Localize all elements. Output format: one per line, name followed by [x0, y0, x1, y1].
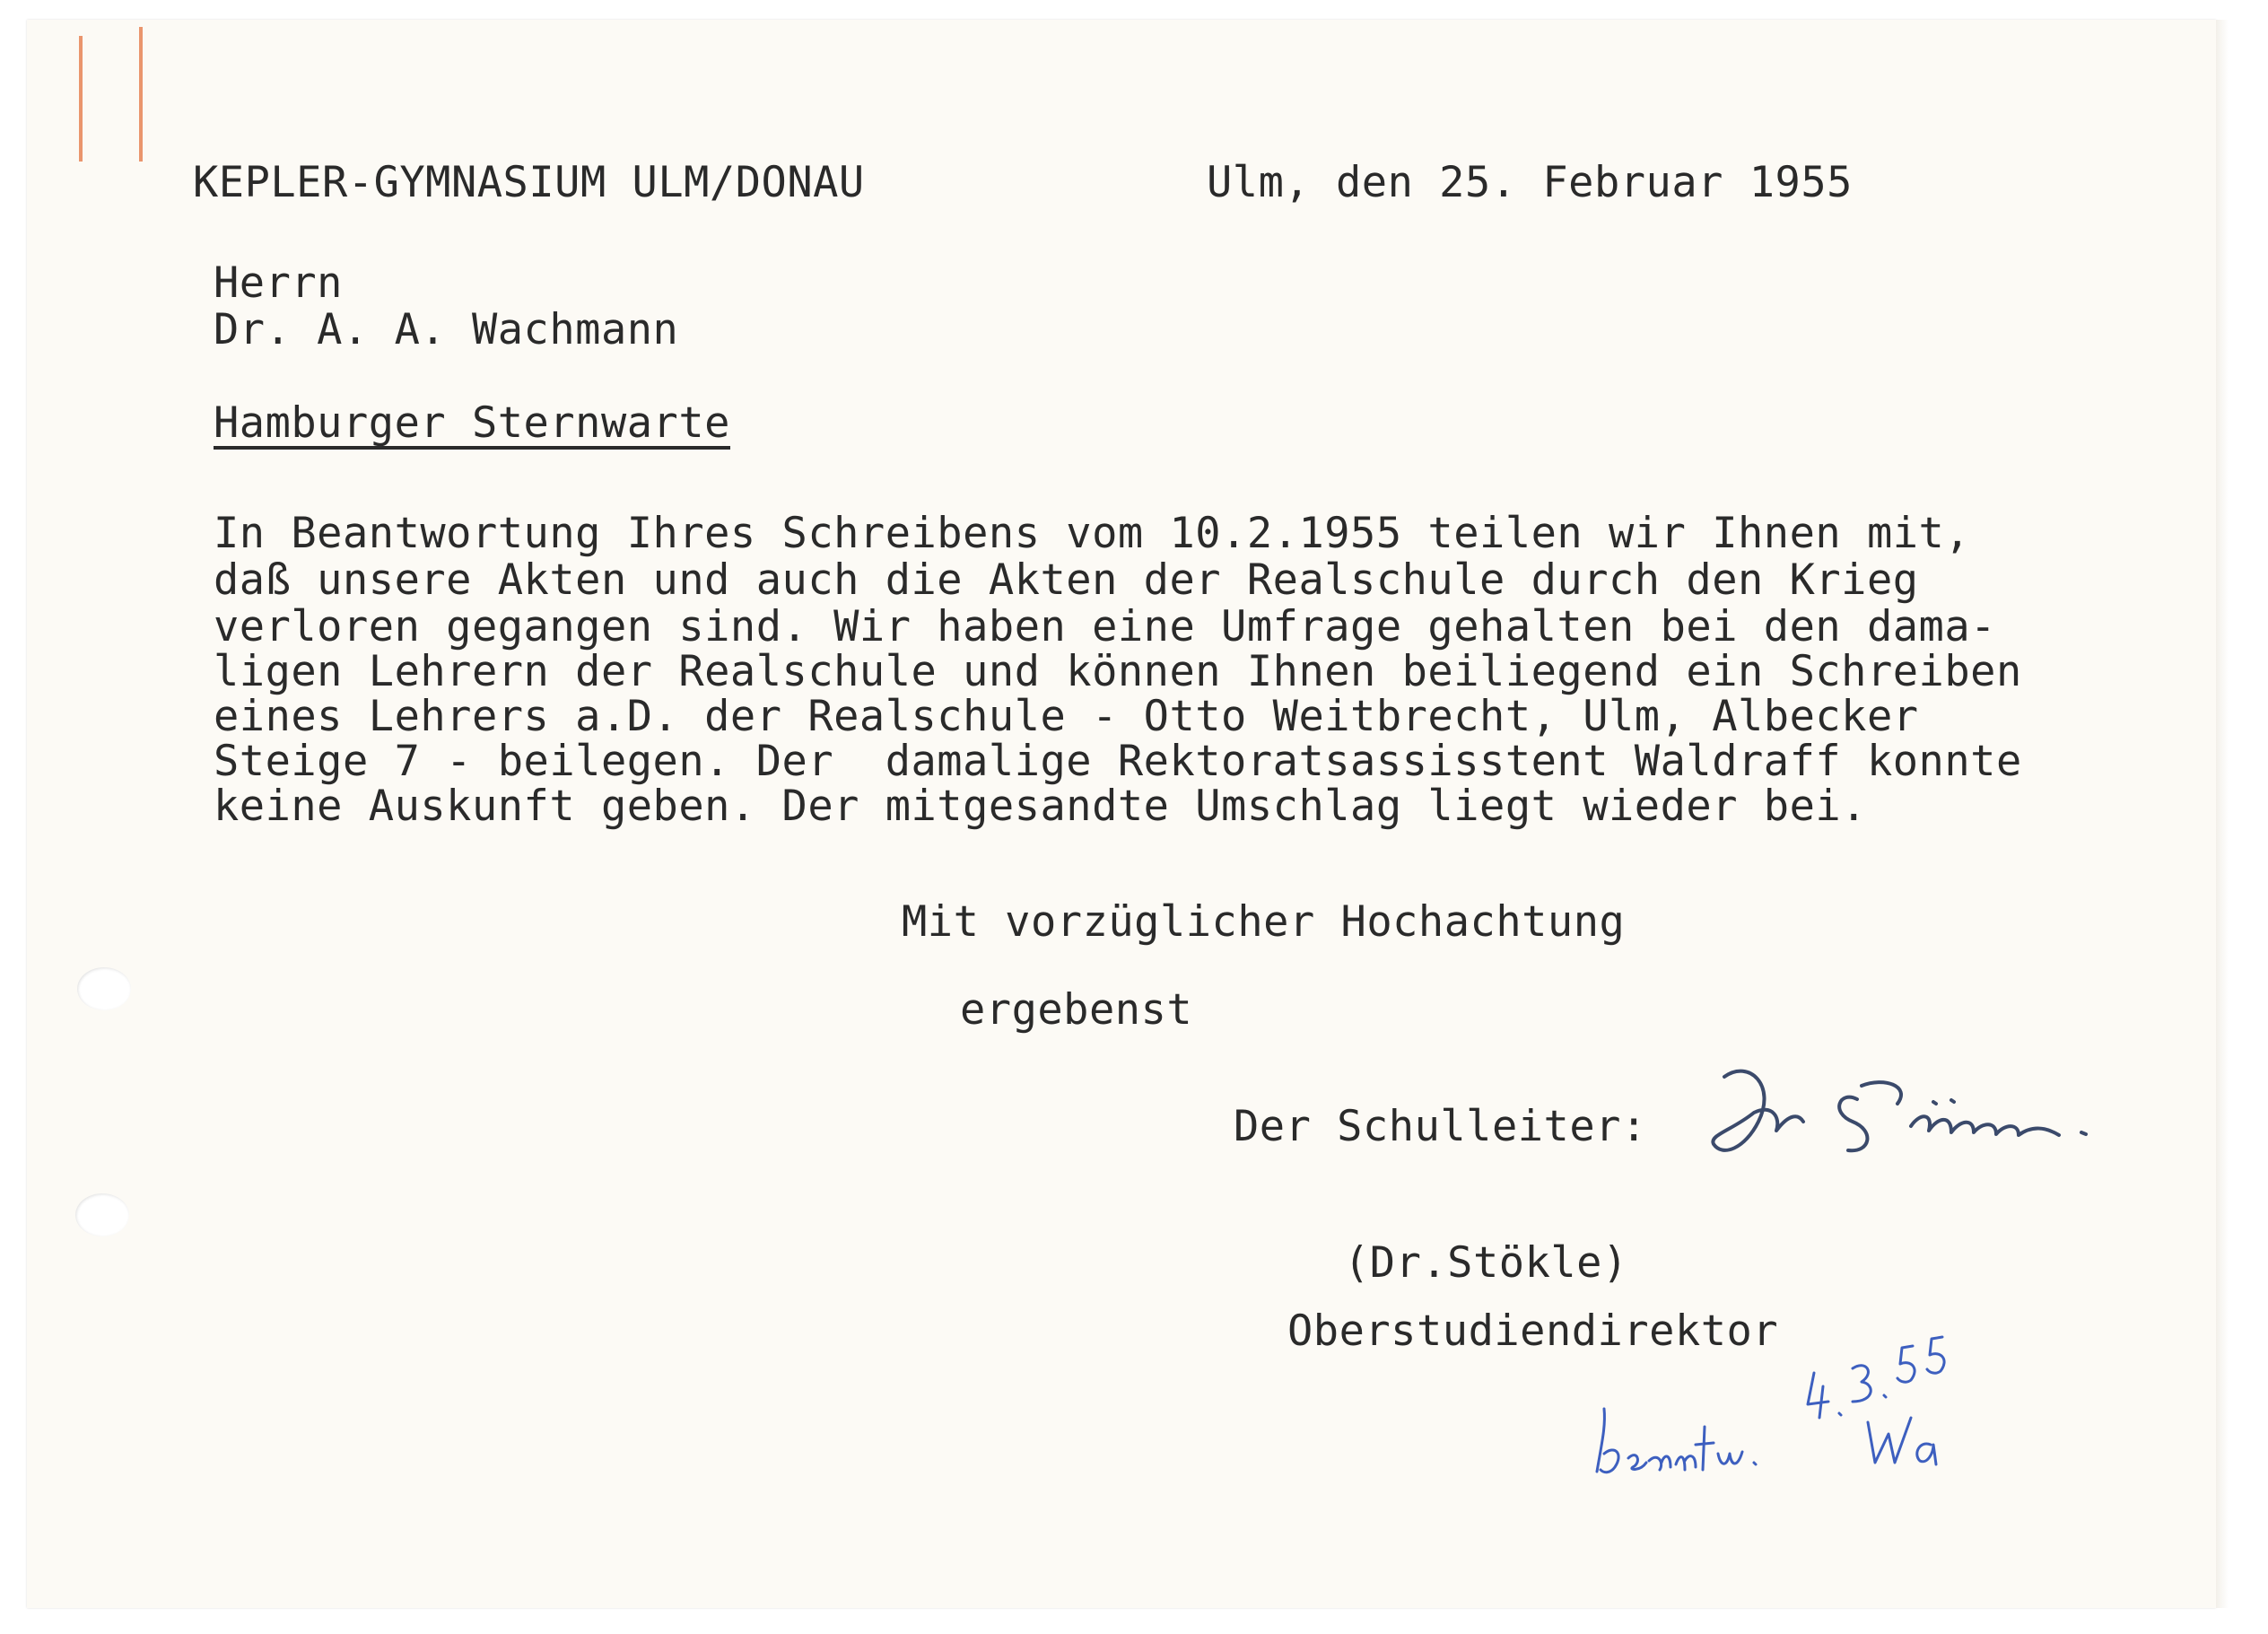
handwritten-signature — [1705, 1050, 2207, 1175]
body-line: In Beantwortung Ihres Schreibens vom 10.2.1955 teilen wir Ihnen mit, — [214, 509, 1971, 558]
closing-ergebenst: ergebenst — [960, 985, 1193, 1035]
fold-mark — [139, 27, 143, 162]
signatory-label: Der Schulleiter: — [1234, 1102, 1647, 1151]
body-line: daß unsere Akten und auch die Akten der Realschule durch den Krieg — [214, 555, 1919, 605]
body-line: verloren gegangen sind. Wir haben eine Umfrage gehalten bei den dama- — [214, 602, 1996, 651]
recipient-name: Dr. A. A. Wachmann — [214, 305, 679, 354]
body-line: eines Lehrers a.D. der Realschule - Otto Weitbrecht, Ulm, Albecker — [214, 692, 1919, 741]
punch-hole — [75, 1193, 129, 1236]
salutation: Herrn — [214, 258, 343, 308]
fold-mark — [79, 36, 83, 162]
sheet-edge — [2216, 20, 2229, 1608]
institution-header: KEPLER-GYMNASIUM ULM/DONAU — [193, 158, 865, 207]
body-line: keine Auskunft geben. Der mitgesandte Umschlag liegt wieder bei. — [214, 782, 1867, 831]
handwritten-annotation — [1579, 1319, 1983, 1516]
body-line: ligen Lehrern der Realschule und können Ihnen beiliegend ein Schreiben — [214, 647, 2022, 696]
recipient-organization: Hamburger Sternwarte — [214, 398, 730, 448]
place-date: Ulm, den 25. Februar 1955 — [1207, 158, 1853, 207]
signatory-title: Oberstudiendirektor — [1287, 1306, 1779, 1356]
signatory-name: (Dr.Stökle) — [1344, 1238, 1628, 1288]
punch-hole — [77, 967, 131, 1010]
body-line: Steige 7 - beilegen. Der damalige Rektoratsassisstent Waldraff konnte — [214, 737, 2022, 786]
closing: Mit vorzüglicher Hochachtung — [902, 897, 1626, 947]
